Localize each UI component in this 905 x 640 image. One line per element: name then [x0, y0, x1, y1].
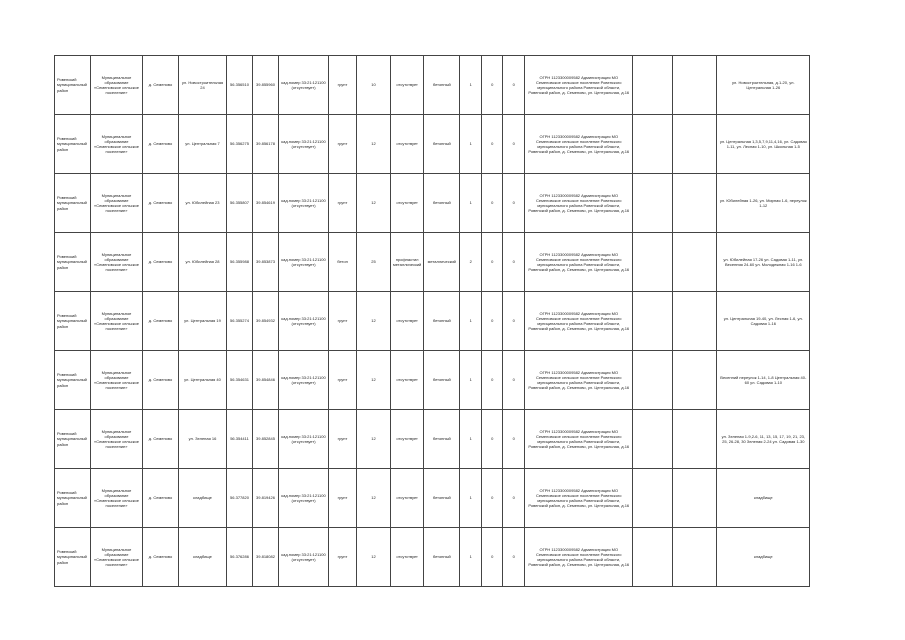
empty-cell	[633, 528, 673, 587]
municipality-cell: Муниципальное образование «Семеновское сельское поселение»	[91, 528, 143, 587]
owner-cell: ОГРН 1123300009582 Администрация МО Семеновское сельское поселение Ровенского муниципального района Ровенской области, Ровенский район, д. Семеново, ул. Центральная, д.16	[525, 233, 633, 292]
sources-cell: ул. Новостроительная, д.1-20, ул. Центральная 1-26	[717, 56, 810, 115]
fence-cell: отсутствует	[391, 410, 424, 469]
surface-cell: грунт	[329, 115, 357, 174]
material-cell: бетонный	[424, 292, 460, 351]
longitude-cell: 39.853873	[253, 233, 279, 292]
district-cell: Ровенский муниципальный район	[55, 469, 91, 528]
longitude-cell: 39.852845	[253, 410, 279, 469]
fence-cell: отсутствует	[391, 469, 424, 528]
count-cell: 0	[482, 528, 503, 587]
longitude-cell: 39.856178	[253, 115, 279, 174]
fence-cell: отсутствует	[391, 174, 424, 233]
area-cell: 12	[357, 115, 391, 174]
district-cell: Ровенский муниципальный район	[55, 410, 91, 469]
fence-cell: отсутствует	[391, 56, 424, 115]
longitude-cell: 39.818082	[253, 528, 279, 587]
count-cell: 2	[460, 233, 482, 292]
address-cell: кладбище	[179, 469, 227, 528]
municipality-cell: Муниципальное образование «Семеновское сельское поселение»	[91, 174, 143, 233]
surface-cell: бетон	[329, 233, 357, 292]
empty-cell	[673, 469, 717, 528]
material-cell: бетонный	[424, 115, 460, 174]
count-cell: 0	[482, 351, 503, 410]
count-cell: 1	[460, 469, 482, 528]
count-cell: 0	[482, 56, 503, 115]
count-cell: 0	[503, 233, 525, 292]
settlement-cell: д. Семеново	[143, 174, 179, 233]
sources-cell: Весенний переулок 1-14, 1-8 Центральная 40-60 ул. Садовая 1-10	[717, 351, 810, 410]
sources-cell: ул. Центральная 1,3,5,7,9,11,4,16, ул. Садовая 1-11, ул. Лесная 1-10, ул. Школьная 1-5	[717, 115, 810, 174]
sources-cell: ул. Юбилейная 1-26, ул. Мирная 1-6, переулок 1-12	[717, 174, 810, 233]
latitude-cell: 56.355988	[227, 233, 253, 292]
empty-cell	[673, 410, 717, 469]
settlement-cell: д. Семеново	[143, 56, 179, 115]
empty-cell	[673, 56, 717, 115]
cadastral-cell: кад.номер 33:21:121100 (отсутствует)	[279, 410, 329, 469]
owner-cell: ОГРН 1123300009582 Администрация МО Семеновское сельское поселение Ровенского муниципального района Ровенской области, Ровенский район, д. Семеново, ул. Центральная, д.16	[525, 528, 633, 587]
count-cell: 0	[503, 292, 525, 351]
sources-cell: ул. Юбилейная 17-26 ул. Садовая 1-11, ул. Весенняя 24-60 ул. Молодежная 1-16 1-6	[717, 233, 810, 292]
material-cell: бетонный	[424, 410, 460, 469]
owner-cell: ОГРН 1123300009582 Администрация МО Семеновское сельское поселение Ровенского муниципального района Ровенской области, Ровенский район, д. Семеново, ул. Центральная, д.16	[525, 115, 633, 174]
table-row	[55, 469, 810, 528]
count-cell: 0	[503, 115, 525, 174]
material-cell: металлический	[424, 233, 460, 292]
count-cell: 0	[482, 174, 503, 233]
table-row	[55, 351, 810, 410]
longitude-cell: 39.854846	[253, 351, 279, 410]
owner-cell: ОГРН 1123300009582 Администрация МО Семеновское сельское поселение Ровенского муниципального района Ровенской области, Ровенский район, д. Семеново, ул. Центральная, д.16	[525, 469, 633, 528]
count-cell: 0	[503, 410, 525, 469]
municipality-cell: Муниципальное образование «Семеновское сельское поселение»	[91, 469, 143, 528]
empty-cell	[633, 351, 673, 410]
cadastral-cell: кад.номер 33:21:121100 (отсутствует)	[279, 115, 329, 174]
address-cell: ул. Юбилейная 23	[179, 174, 227, 233]
count-cell: 1	[460, 528, 482, 587]
empty-cell	[633, 292, 673, 351]
settlement-cell: д. Семеново	[143, 410, 179, 469]
table-row	[55, 233, 810, 292]
sources-cell: ул. Центральная 19-40, ул. Лесная 1-6, ул. Садовая 1-16	[717, 292, 810, 351]
owner-cell: ОГРН 1123300009582 Администрация МО Семеновское сельское поселение Ровенского муниципального района Ровенской области, Ровенский район, д. Семеново, ул. Центральная, д.16	[525, 410, 633, 469]
sources-cell: ул. Зеленая 1-9,2-6, 11, 13, 15, 17, 19, 21, 23, 25, 26-28, 30 Зеленая 2-24 ул. Садовая 1-30	[717, 410, 810, 469]
empty-cell	[633, 410, 673, 469]
area-cell: 12	[357, 174, 391, 233]
table-row	[55, 174, 810, 233]
longitude-cell: 39.855960	[253, 56, 279, 115]
count-cell: 0	[482, 469, 503, 528]
address-cell: ул. Новостроительная 24	[179, 56, 227, 115]
cadastral-cell: кад.номер 33:21:121100 (отсутствует)	[279, 469, 329, 528]
settlement-cell: д. Семеново	[143, 115, 179, 174]
surface-cell: грунт	[329, 410, 357, 469]
area-cell: 12	[357, 351, 391, 410]
material-cell: бетонный	[424, 56, 460, 115]
empty-cell	[673, 528, 717, 587]
cadastral-cell: кад.номер 33:21:121100 (отсутствует)	[279, 528, 329, 587]
table-row	[55, 410, 810, 469]
surface-cell: грунт	[329, 351, 357, 410]
count-cell: 0	[503, 174, 525, 233]
district-cell: Ровенский муниципальный район	[55, 56, 91, 115]
district-cell: Ровенский муниципальный район	[55, 233, 91, 292]
district-cell: Ровенский муниципальный район	[55, 174, 91, 233]
fence-cell: профнастил металлический	[391, 233, 424, 292]
table-row	[55, 115, 810, 174]
empty-cell	[633, 56, 673, 115]
table-row	[55, 528, 810, 587]
surface-cell: грунт	[329, 528, 357, 587]
municipality-cell: Муниципальное образование «Семеновское сельское поселение»	[91, 56, 143, 115]
fence-cell: отсутствует	[391, 351, 424, 410]
surface-cell: грунт	[329, 469, 357, 528]
address-cell: ул. Юбилейная 28	[179, 233, 227, 292]
table-body	[55, 56, 810, 587]
latitude-cell: 56.354411	[227, 410, 253, 469]
sources-cell: кладбище	[717, 528, 810, 587]
settlement-cell: д. Семеново	[143, 528, 179, 587]
settlement-cell: д. Семеново	[143, 351, 179, 410]
settlement-cell: д. Семеново	[143, 469, 179, 528]
district-cell: Ровенский муниципальный район	[55, 292, 91, 351]
empty-cell	[633, 174, 673, 233]
count-cell: 0	[503, 56, 525, 115]
municipality-cell: Муниципальное образование «Семеновское сельское поселение»	[91, 351, 143, 410]
cadastral-cell: кад.номер 33:21:121100 (отсутствует)	[279, 56, 329, 115]
latitude-cell: 56.355274	[227, 292, 253, 351]
cadastral-cell: кад.номер 33:21:121100 (отсутствует)	[279, 292, 329, 351]
count-cell: 0	[482, 233, 503, 292]
address-cell: ул. Центральная 40	[179, 351, 227, 410]
empty-cell	[673, 292, 717, 351]
material-cell: бетонный	[424, 174, 460, 233]
district-cell: Ровенский муниципальный район	[55, 115, 91, 174]
empty-cell	[673, 233, 717, 292]
district-cell: Ровенский муниципальный район	[55, 528, 91, 587]
cadastral-cell: кад.номер 33:21:121100 (отсутствует)	[279, 351, 329, 410]
municipality-cell: Муниципальное образование «Семеновское сельское поселение»	[91, 292, 143, 351]
area-cell: 12	[357, 410, 391, 469]
area-cell: 12	[357, 292, 391, 351]
cadastral-cell: кад.номер 33:21:121100 (отсутствует)	[279, 233, 329, 292]
settlement-cell: д. Семеново	[143, 233, 179, 292]
longitude-cell: 39.819426	[253, 469, 279, 528]
empty-cell	[673, 174, 717, 233]
district-cell: Ровенский муниципальный район	[55, 351, 91, 410]
municipality-cell: Муниципальное образование «Семеновское сельское поселение»	[91, 233, 143, 292]
empty-cell	[673, 115, 717, 174]
count-cell: 1	[460, 351, 482, 410]
count-cell: 0	[503, 351, 525, 410]
area-cell: 12	[357, 528, 391, 587]
count-cell: 1	[460, 174, 482, 233]
material-cell: бетонный	[424, 528, 460, 587]
latitude-cell: 56.377820	[227, 469, 253, 528]
material-cell: бетонный	[424, 351, 460, 410]
empty-cell	[633, 115, 673, 174]
material-cell: бетонный	[424, 469, 460, 528]
count-cell: 0	[482, 115, 503, 174]
longitude-cell: 39.854619	[253, 174, 279, 233]
address-cell: ул. Центральная 7	[179, 115, 227, 174]
surface-cell: грунт	[329, 292, 357, 351]
fence-cell: отсутствует	[391, 115, 424, 174]
count-cell: 0	[482, 292, 503, 351]
area-cell: 10	[357, 56, 391, 115]
empty-cell	[633, 233, 673, 292]
municipality-cell: Муниципальное образование «Семеновское сельское поселение»	[91, 410, 143, 469]
sources-cell: кладбище	[717, 469, 810, 528]
table-row	[55, 56, 810, 115]
count-cell: 1	[460, 56, 482, 115]
count-cell: 0	[503, 528, 525, 587]
owner-cell: ОГРН 1123300009582 Администрация МО Семеновское сельское поселение Ровенского муниципального района Ровенской области, Ровенский район, д. Семеново, ул. Центральная, д.16	[525, 292, 633, 351]
latitude-cell: 56.355807	[227, 174, 253, 233]
latitude-cell: 56.356510	[227, 56, 253, 115]
latitude-cell: 56.354631	[227, 351, 253, 410]
surface-cell: грунт	[329, 56, 357, 115]
address-cell: кладбище	[179, 528, 227, 587]
count-cell: 0	[482, 410, 503, 469]
latitude-cell: 56.376286	[227, 528, 253, 587]
area-cell: 25	[357, 233, 391, 292]
settlement-cell: д. Семеново	[143, 292, 179, 351]
cadastral-cell: кад.номер 33:21:121100 (отсутствует)	[279, 174, 329, 233]
owner-cell: ОГРН 1123300009582 Администрация МО Семеновское сельское поселение Ровенского муниципального района Ровенской области, Ровенский район, д. Семеново, ул. Центральная, д.16	[525, 351, 633, 410]
longitude-cell: 39.854932	[253, 292, 279, 351]
fence-cell: отсутствует	[391, 292, 424, 351]
owner-cell: ОГРН 1123300009582 Администрация МО Семеновское сельское поселение Ровенского муниципального района Ровенской области, Ровенский район, д. Семеново, ул. Центральная, д.16	[525, 56, 633, 115]
empty-cell	[633, 469, 673, 528]
municipality-cell: Муниципальное образование «Семеновское сельское поселение»	[91, 115, 143, 174]
surface-cell: грунт	[329, 174, 357, 233]
latitude-cell: 56.356275	[227, 115, 253, 174]
container-sites-table	[54, 55, 810, 587]
address-cell: ул. Зеленая 16	[179, 410, 227, 469]
empty-cell	[673, 351, 717, 410]
count-cell: 1	[460, 115, 482, 174]
area-cell: 12	[357, 469, 391, 528]
owner-cell: ОГРН 1123300009582 Администрация МО Семеновское сельское поселение Ровенского муниципального района Ровенской области, Ровенский район, д. Семеново, ул. Центральная, д.16	[525, 174, 633, 233]
count-cell: 0	[503, 469, 525, 528]
table-row	[55, 292, 810, 351]
address-cell: ул. Центральная 19	[179, 292, 227, 351]
count-cell: 1	[460, 410, 482, 469]
fence-cell: отсутствует	[391, 528, 424, 587]
count-cell: 1	[460, 292, 482, 351]
